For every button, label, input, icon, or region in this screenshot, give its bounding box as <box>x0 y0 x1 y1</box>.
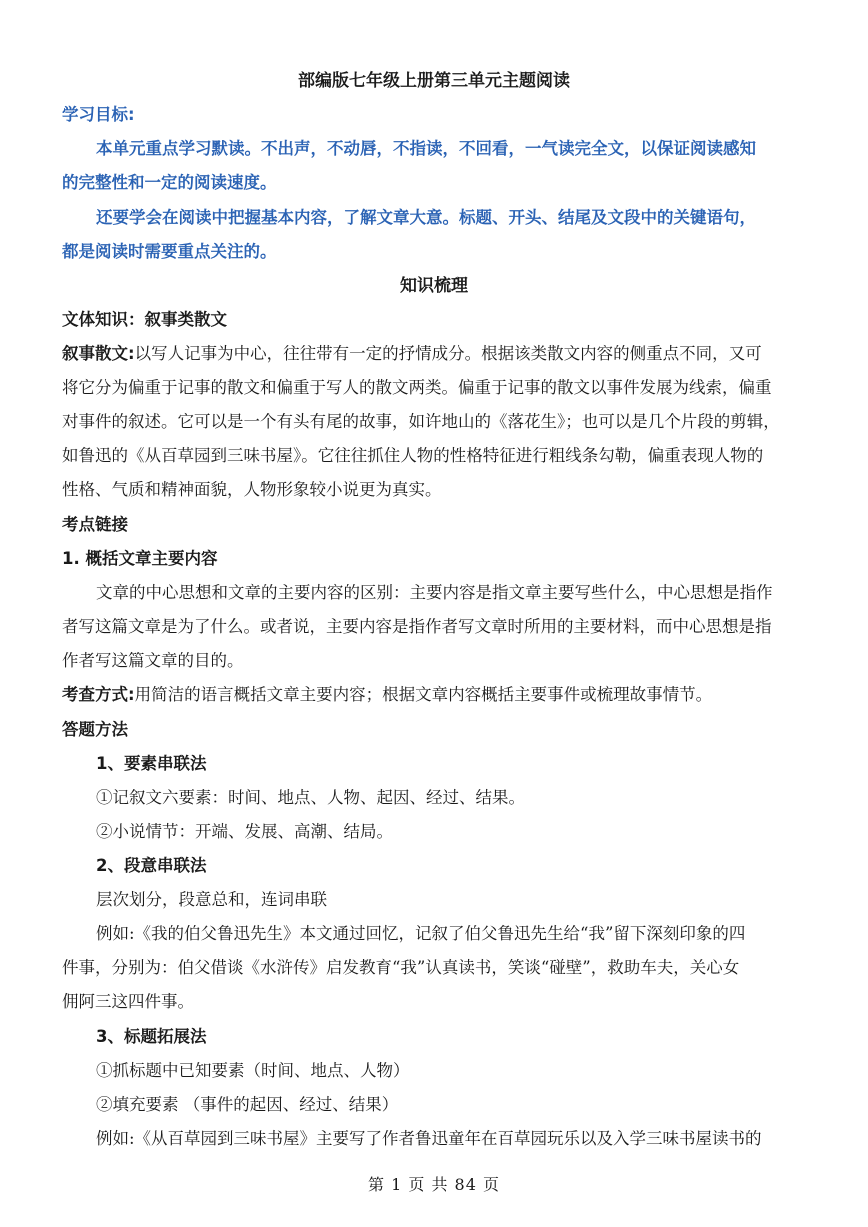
exam-link-heading: 考点链接 <box>62 515 128 534</box>
narrative-line-1 <box>62 337 810 371</box>
method-3-heading: 3、标题拓展法 <box>96 1027 207 1046</box>
method-3-item-b: ②填充要素 （事件的起因、经过、结果） <box>96 1095 399 1114</box>
narrative-label: 叙事散文: <box>62 344 135 363</box>
section-knowledge-heading: 知识梳理 <box>400 276 468 296</box>
exam-method-label: 考查方式: <box>62 685 135 704</box>
exam-method-line <box>62 678 810 712</box>
goal-para-2-line-2: 都是阅读时需要重点关注的。 <box>62 242 277 261</box>
point-1-line-3: 作者写这篇文章的目的。 <box>62 651 244 670</box>
point-1-line-2: 者写这篇文章是为了什么。或者说，主要内容是指作者写文章时所用的主要材料，而中心思想是指 <box>62 617 772 636</box>
goal-para-2-line-1: 还要学会在阅读中把握基本内容，了解文章大意。标题、开头、结尾及文段中的关键语句， <box>96 208 756 227</box>
method-1-item-a: ①记叙文六要素：时间、地点、人物、起因、经过、结果。 <box>96 788 525 807</box>
goal-para-1-line-2: 的完整性和一定的阅读速度。 <box>62 173 277 192</box>
page-number-footer: 第 1 页 共 84 页 <box>368 1175 500 1194</box>
exam-method-text: 用简洁的语言概括文章主要内容；根据文章内容概括主要事件或梳理故事情节。 <box>134 685 713 704</box>
point-1-line-1: 文章的中心思想和文章的主要内容的区别：主要内容是指文章主要写些什么，中心思想是指作 <box>96 583 773 602</box>
narrative-line-4: 如鲁迅的《从百草园到三味书屋》。它往往抓住人物的性格特征进行粗线条勾勒，偏重表现人物的 <box>62 446 764 465</box>
narrative-text: 以写人记事为中心，往往带有一定的抒情成分。根据该类散文内容的侧重点不同，又可 <box>134 344 762 363</box>
narrative-line-3: 对事件的叙述。它可以是一个有头有尾的故事，如许地山的《落花生》；也可以是几个片段的剪辑， <box>62 412 780 431</box>
narrative-line-5: 性格、气质和精神面貌，人物形象较小说更为真实。 <box>62 480 442 499</box>
method-1-item-b: ②小说情节：开端、发展、高潮、结局。 <box>96 822 393 841</box>
method-2-example-line-3: 佣阿三这四件事。 <box>62 992 194 1011</box>
point-1-heading: 1. 概括文章主要内容 <box>62 549 218 568</box>
method-3-example-line-1: 例如:《从百草园到三味书屋》主要写了作者鲁迅童年在百草园玩乐以及入学三味书屋读书的 <box>96 1129 762 1148</box>
doc-title: 部编版七年级上册第三单元主题阅读 <box>298 71 570 91</box>
method-2-example-line-1: 例如:《我的伯父鲁迅先生》本文通过回忆，记叙了伯父鲁迅先生给“我”留下深刻印象的四 <box>96 924 746 943</box>
goal-para-1-line-1: 本单元重点学习默读。不出声，不动唇，不指读，不回看，一气读完全文，以保证阅读感知 <box>96 139 756 158</box>
goal-heading: 学习目标: <box>62 105 135 124</box>
method-3-item-a: ①抓标题中已知要素（时间、地点、人物） <box>96 1061 410 1080</box>
answer-method-heading: 答题方法 <box>62 720 128 739</box>
method-2-heading: 2、段意串联法 <box>96 856 207 875</box>
narrative-line-2: 将它分为偏重于记事的散文和偏重于写人的散文两类。偏重于记事的散文以事件发展为线索，偏重 <box>62 378 772 397</box>
genre-heading: 文体知识：叙事类散文 <box>62 310 227 329</box>
method-1-heading: 1、要素串联法 <box>96 754 207 773</box>
method-2-item-a: 层次划分，段意总和，连词串联 <box>96 890 327 909</box>
method-2-example-line-2: 件事，分别为：伯父借谈《水浒传》启发教育“我”认真读书，笑谈“碰壁”，救助车夫，关心女 <box>62 958 740 977</box>
